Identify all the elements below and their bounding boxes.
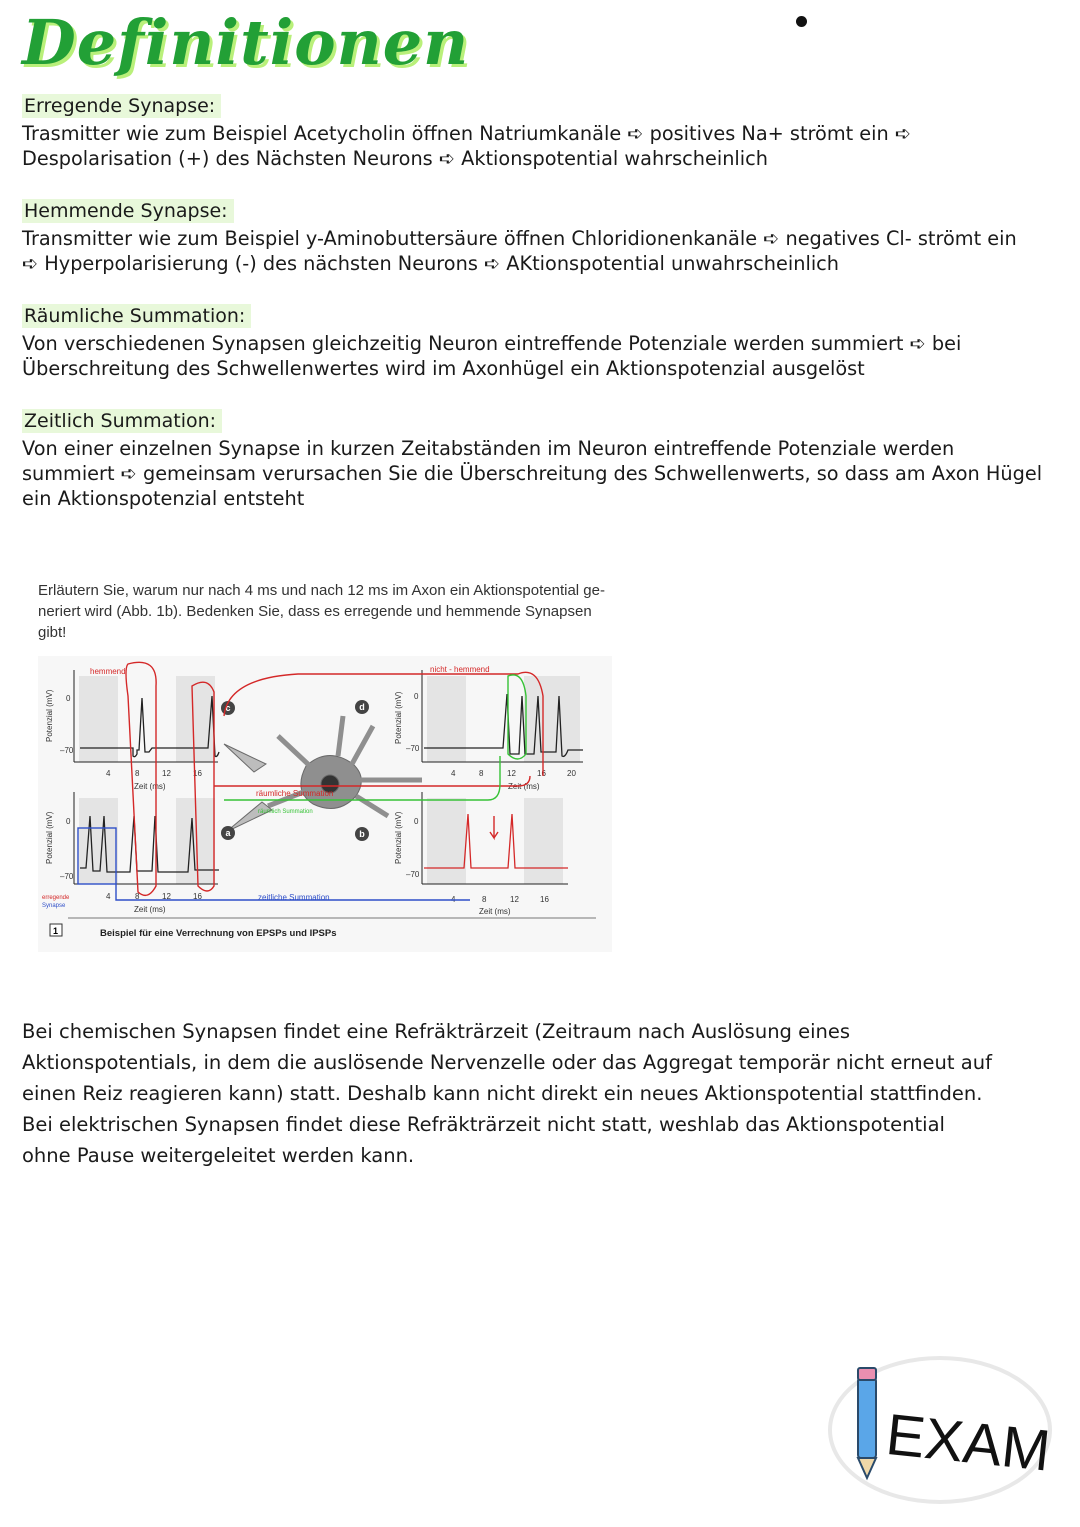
paragraph-line: ohne Pause weitergeleitet werden kann. (22, 1144, 415, 1167)
tick-label: 8 (135, 769, 140, 778)
figure-epsp-ipsp (38, 656, 612, 952)
y-axis-label: Potenzial (mV) (45, 689, 54, 742)
plot-panel (176, 676, 215, 762)
label-d: d (359, 702, 365, 712)
x-axis-label: Zeit (ms) (134, 905, 166, 914)
plot-panel (524, 798, 563, 884)
tick-label: 20 (567, 769, 576, 778)
logo-text: EXAM (883, 1401, 1054, 1484)
plot-panel (427, 798, 466, 884)
section-zeitliche-summation (22, 409, 1062, 511)
y-axis-label: Potenzial (mV) (394, 811, 403, 864)
exercise-question (38, 580, 668, 643)
text-line: Trasmitter wie zum Beispiel Acetycholin öffnen Natriumkanäle ➪ positives Na+ strömt ein ➪ (22, 122, 912, 145)
tick-label: 0 (414, 692, 419, 701)
annotation-nicht-hemmend: nicht - hemmend (430, 665, 490, 674)
annotation-red-line (224, 672, 543, 776)
annotation-raeumliche: räumliche Summation (256, 789, 334, 798)
paragraph-line: Aktionspotentials, in dem die auslösende Nervenzelle oder das Aggregat temporär nicht erneut auf (22, 1051, 992, 1074)
tick-label: –70 (406, 870, 420, 879)
decorative-dot (796, 16, 807, 27)
label-b: b (359, 829, 365, 839)
tick-label: 8 (479, 769, 484, 778)
paragraph-line: Bei chemischen Synapsen findet eine Refräkträrzeit (Zeitraum nach Auslösung eines (22, 1020, 851, 1043)
tick-label: 12 (507, 769, 516, 778)
tick-label: 4 (106, 769, 111, 778)
tick-label: 16 (193, 769, 202, 778)
text-line: Überschreitung des Schwellenwertes wird im Axonhügel ein Aktionspotenzial ausgelöst (22, 357, 865, 380)
tick-label: –70 (60, 872, 74, 881)
x-axis-label: Zeit (ms) (479, 907, 511, 916)
figure-number: 1 (53, 926, 59, 936)
section-heading: Zeitlich Summation: (22, 409, 222, 433)
tick-label: 4 (451, 769, 456, 778)
tick-label: 16 (540, 895, 549, 904)
tick-label: 4 (451, 895, 456, 904)
x-axis-label: Zeit (ms) (134, 782, 166, 791)
paragraph-line: einen Reiz reagieren kann) statt. Deshalb kann nicht direkt ein neues Aktionspotential stattfinden. (22, 1082, 983, 1105)
annotation-red-arrow (490, 816, 498, 838)
text-line: Transmitter wie zum Beispiel y-Aminobuttersäure öffnen Chloridionenkanäle ➪ negatives Cl- strömt ein (22, 227, 1017, 250)
text-line: Despolarisation (+) des Nächsten Neurons ➪ Aktionspotential wahrscheinlich (22, 147, 768, 170)
tick-label: 12 (162, 892, 171, 901)
label-a: a (225, 828, 231, 838)
tick-label: –70 (406, 744, 420, 753)
tick-label: 8 (482, 895, 487, 904)
annotation-zeitliche: zeitliche Summation (258, 893, 330, 902)
tick-label: 0 (414, 817, 419, 826)
section-hemmende-synapse (22, 199, 1062, 276)
plot-panel (427, 676, 466, 762)
y-axis-label: Potenzial (mV) (394, 691, 403, 744)
exam-logo (826, 1352, 1054, 1508)
tick-label: 0 (66, 694, 71, 703)
plot-panel (79, 676, 118, 762)
tick-label: 4 (106, 892, 111, 901)
label-c: c (225, 703, 231, 713)
page-title: Definitionen (22, 6, 470, 79)
text-line: ➪ Hyperpolarisierung (-) des nächsten Neurons ➪ AKtionspotential unwahrscheinlich (22, 252, 840, 275)
section-raeumliche-summation (22, 304, 1062, 381)
tick-label: 0 (66, 817, 71, 826)
question-line: neriert wird (Abb. 1b). Bedenken Sie, dass es erregende und hemmende Synapsen (38, 603, 592, 620)
y-axis-label: Potenzial (mV) (45, 811, 54, 864)
section-heading: Erregende Synapse: (22, 94, 221, 118)
tick-label: 16 (537, 769, 546, 778)
question-line: gibt! (38, 624, 67, 641)
tick-label: –70 (60, 746, 74, 755)
annotation-hemmend: hemmend (90, 667, 126, 676)
x-axis-label: Zeit (ms) (508, 782, 540, 791)
synapse-terminals (224, 744, 272, 832)
plot-panel (524, 676, 580, 762)
tick-label: 8 (135, 892, 140, 901)
section-erregende-synapse (22, 94, 1062, 171)
annotation-synapse: Synapse (42, 903, 66, 909)
text-line: summiert ➪ gemeinsam verursachen Sie die Überschreitung des Schwellenwerts, so dass am Axon Hügel (22, 462, 1043, 485)
tick-label: 12 (510, 895, 519, 904)
question-line: Erläutern Sie, warum nur nach 4 ms und nach 12 ms im Axon ein Aktionspotential ge- (38, 582, 605, 599)
text-line: Von verschiedenen Synapsen gleichzeitig Neuron eintreffende Potenziale werden summiert ➪ bei (22, 332, 962, 355)
paragraph-line: Bei elektrischen Synapsen findet diese Refräkträrzeit nicht statt, weshlab das Aktionspotential (22, 1113, 945, 1136)
tick-label: 12 (162, 769, 171, 778)
explanation-paragraph (22, 1016, 1032, 1171)
text-line: ein Aktionspotenzial entsteht (22, 487, 305, 510)
tick-label: 16 (193, 892, 202, 901)
annotation-erregende: erregende (42, 895, 70, 901)
section-heading: Räumliche Summation: (22, 304, 251, 328)
figure-caption: Beispiel für eine Verrechnung von EPSPs und IPSPs (100, 928, 337, 939)
section-heading: Hemmende Synapse: (22, 199, 234, 223)
pencil-icon (858, 1368, 876, 1478)
text-line: Von einer einzelnen Synapse in kurzen Zeitabständen im Neuron eintreffende Potenziale werden (22, 437, 955, 460)
annotation-raeumlich-small: räumlich Summation (258, 809, 313, 815)
